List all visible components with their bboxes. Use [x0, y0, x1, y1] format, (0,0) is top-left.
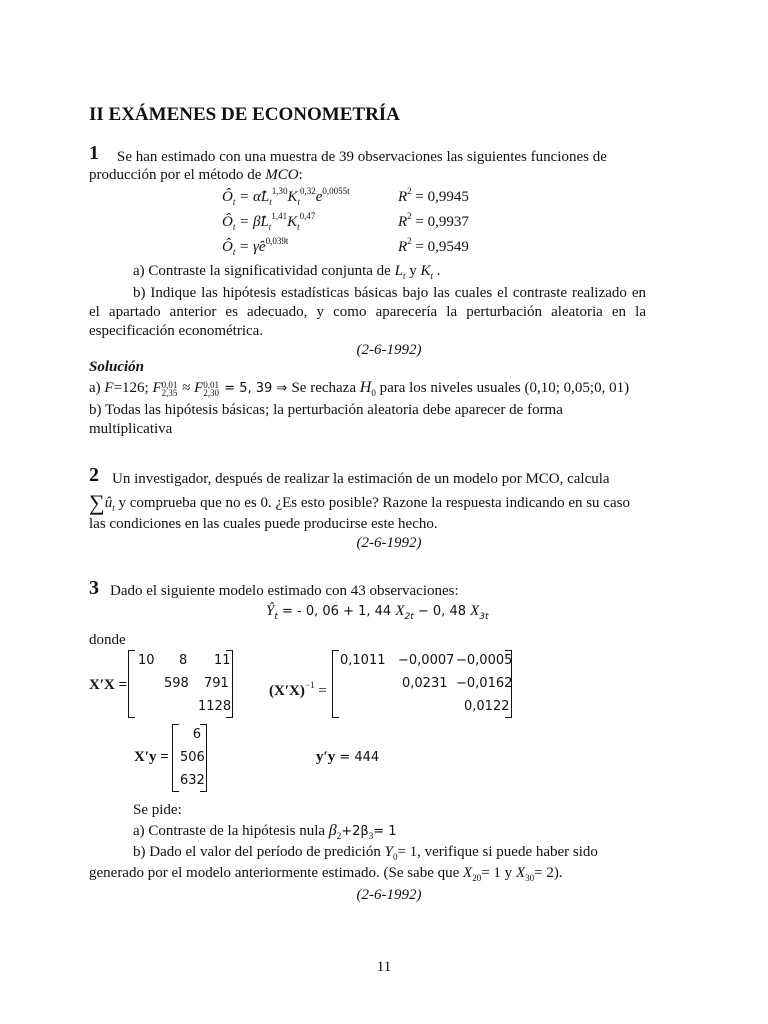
problem-1-intro-line1: Se han estimado con una muestra de 39 observaciones las siguientes funciones de: [117, 149, 607, 165]
page-number: 11: [376, 959, 392, 975]
problem-2-number: 2: [89, 464, 99, 486]
xy-v3: 632: [180, 773, 205, 788]
xy-label: X′y =: [134, 749, 169, 765]
problem-3-item-b-line2: generado por el modelo anteriormente estimado. (Se sabe que $X_{20}= 1$ y $X_{30}= 2$).: [89, 865, 563, 883]
problem-3-item-b-line1: b) Dado el valor del período de predición $Y_0= 1$, verifique si puede haber sido: [133, 844, 598, 862]
xx-r1c2: 8: [179, 653, 188, 668]
equation-3: $Ô_t$ = $\gammâe^{0,039t}$: [222, 236, 289, 257]
xxinv-r1c2: −0,0007: [398, 653, 455, 668]
equation-1: $Ô_t$ = $\alphâL_t^{1,30}K_t^{0,32}e^{0,0055t}$: [222, 186, 350, 207]
problem-2-line1: Un investigador, después de realizar la estimación de un modelo por MCO, calcula: [112, 471, 610, 487]
problem-3-intro: Dado el siguiente modelo estimado con 43 observaciones:: [110, 583, 459, 599]
equation-2-r2: $R^2 = 0,9937$: [398, 211, 469, 230]
xx-label: X′X =: [89, 677, 128, 693]
problem-3-number: 3: [89, 577, 99, 599]
yy-value: y′y = 444: [316, 749, 380, 765]
xy-vector: [172, 724, 207, 792]
problem-3-date: (2-6-1992): [356, 887, 422, 903]
donde-label: donde: [89, 632, 126, 648]
problem-1-item-a: a) Contraste la significatividad conjunta de $L_t$ y $K_t$ .: [133, 263, 441, 281]
equation-1-r2: $R^2 = 0,9945$: [398, 186, 469, 205]
solution-b-line1: b) Todas las hipótesis básicas; la perturbación aleatoria debe aparecer de forma: [89, 402, 563, 418]
xx-r2c3: 791: [204, 676, 229, 691]
problem-1-intro-line2: producción por el método de MCO:: [89, 167, 303, 183]
xxinv-matrix: [332, 650, 512, 718]
xx-r1c3: 11: [214, 653, 231, 668]
problem-3-item-a: a) Contraste de la hipótesis nula $\beta_2+2\beta_3= 1$: [133, 822, 397, 841]
solution-label: Solución: [89, 359, 145, 375]
xx-r2c2: 598: [164, 676, 189, 691]
equation-3-r2: $R^2 = 0,9549$: [398, 236, 469, 255]
se-pide: Se pide:: [133, 802, 182, 818]
problem-1-item-b: b) Indique las hipótesis estadísticas básicas bajo las cuales el contraste realizado en el apartado anterior es adecuado, y como aparecería la perturbación aleatoria en la especificación econométrica.: [89, 285, 646, 339]
section-title: II EXÁMENES DE ECONOMETRÍA: [89, 104, 400, 125]
problem-1-number: 1: [89, 142, 99, 164]
estimated-model: $Ŷ_t$ = - 0, 06 + 1, 44 $X_{2t} - 0$, 48 $X_{3t}$: [266, 603, 489, 622]
equation-2: $Ô_t$ = $\betâL_t^{1,41}K_t^{0,47}$: [222, 211, 316, 232]
xx-r3c3: 1128: [198, 699, 232, 714]
problem-2-line2: $\sum û_t$ y comprueba que no es 0. ¿Es esto posible? Razone la respuesta indicando en su caso: [89, 490, 630, 515]
xy-v1: 6: [192, 727, 201, 742]
xxinv-r2c2: 0,0231: [402, 676, 448, 691]
xxinv-r1c3: −0,0005: [456, 653, 513, 668]
xxinv-r2c3: −0,0162: [456, 676, 513, 691]
solution-a: a) F=126; F 0,01 2,35 ≈ F 0,01 2,30 = 5, 39 ⇒ Se rechaza $H_0$ para los niveles usuales (0,10; 0,05;0, 01): [89, 379, 630, 398]
xx-r1c1: 10: [138, 653, 155, 668]
solution-b-line2: multiplicativa: [89, 421, 173, 437]
xxinv-r3c3: 0,0122: [464, 699, 510, 714]
xxinv-label: $(X'X)^{-1}$ =: [269, 680, 327, 699]
xxinv-r1c1: 0,1011: [340, 653, 386, 668]
problem-2-line3: las condiciones en las cuales puede producirse este hecho.: [89, 516, 438, 532]
xx-matrix: [128, 650, 233, 718]
xy-v2: 506: [180, 750, 205, 765]
problem-2-date: (2-6-1992): [356, 535, 422, 551]
problem-1-date: (2-6-1992): [356, 342, 422, 358]
